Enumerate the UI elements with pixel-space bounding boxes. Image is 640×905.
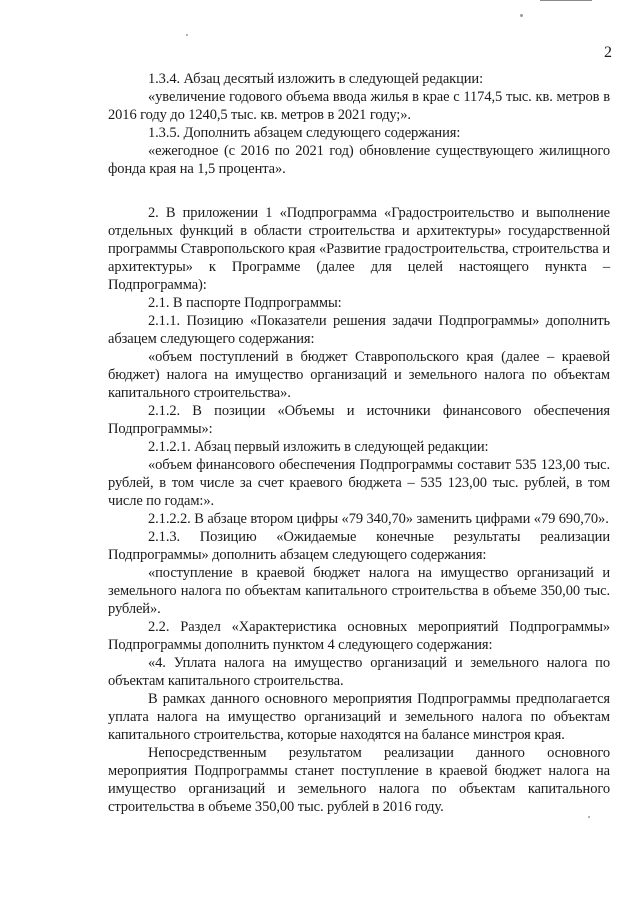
page-number: 2 xyxy=(604,44,612,61)
paragraph: 1.3.5. Дополнить абзацем следующего содержания: xyxy=(148,125,461,141)
scan-artifact-line xyxy=(540,0,592,1)
paragraph: «4. Уплата налога на имущество организаций и земельного налога по объектам капитального строительства. xyxy=(108,655,610,689)
paragraph: 2.1. В паспорте Подпрограммы: xyxy=(148,295,342,311)
paragraph: «увеличение годового объема ввода жилья в крае с 1174,5 тыс. кв. метров в 2016 году до 1240,5 тыс. кв. метров в 2021 году;». xyxy=(108,89,610,123)
scan-speck xyxy=(520,14,523,17)
paragraph: «объем поступлений в бюджет Ставропольского края (далее – краевой бюджет) налога на имущество организаций и земельного налога по объектам капитального строительства». xyxy=(108,349,610,401)
paragraph: «поступление в краевой бюджет налога на имущество организаций и земельного налога по объектам капитального строительства в объеме 350,00 тыс. рублей». xyxy=(108,565,610,617)
paragraph: «объем финансового обеспечения Подпрограммы составит 535 123,00 тыс. рублей, в том числе за счет краевого бюджета – 535 123,00 тыс. рублей, в том числе по годам:». xyxy=(108,457,610,509)
paragraph-gap xyxy=(108,178,610,204)
paragraph: В рамках данного основного мероприятия Подпрограммы предполагается уплата налога на имущество организаций и земельного налога по объектам капитального строительства, которые находятся на балансе минстроя края. xyxy=(108,691,610,743)
scan-speck xyxy=(588,816,590,818)
paragraph: 2.1.2.2. В абзаце втором цифры «79 340,70» заменить цифрами «79 690,70». xyxy=(148,511,609,527)
paragraph: 2.1.2. В позиции «Объемы и источники финансового обеспечения Подпрограммы»: xyxy=(108,403,610,437)
paragraph: 2. В приложении 1 «Подпрограмма «Градостроительство и выполнение отдельных функций в области строительства и архитектуры» государственной программы Ставропольского края «Развитие градостроительства, строительства и архитектуры» к Программе (далее для целей настоящего пункта – Подпрограмма): xyxy=(108,205,610,293)
document-body xyxy=(108,70,610,816)
paragraph: 2.1.2.1. Абзац первый изложить в следующей редакции: xyxy=(148,439,489,455)
paragraph: 2.1.1. Позицию «Показатели решения задачи Подпрограммы» дополнить абзацем следующего содержания: xyxy=(108,313,610,347)
paragraph: 1.3.4. Абзац десятый изложить в следующей редакции: xyxy=(148,71,484,87)
paragraph: Непосредственным результатом реализации данного основного мероприятия Подпрограммы станет поступление в краевой бюджет налога на имущество организаций и земельного налога по объектам капитального строительства в объеме 350,00 тыс. рублей в 2016 году. xyxy=(108,745,610,815)
paragraph: «ежегодное (с 2016 по 2021 год) обновление существующего жилищного фонда края на 1,5 процента». xyxy=(108,143,610,177)
paragraph: 2.1.3. Позицию «Ожидаемые конечные результаты реализации Подпрограммы» дополнить абзацем следующего содержания: xyxy=(108,529,610,563)
scan-speck xyxy=(186,34,188,36)
paragraph: 2.2. Раздел «Характеристика основных мероприятий Подпрограммы» Подпрограммы дополнить пунктом 4 следующего содержания: xyxy=(108,619,610,653)
